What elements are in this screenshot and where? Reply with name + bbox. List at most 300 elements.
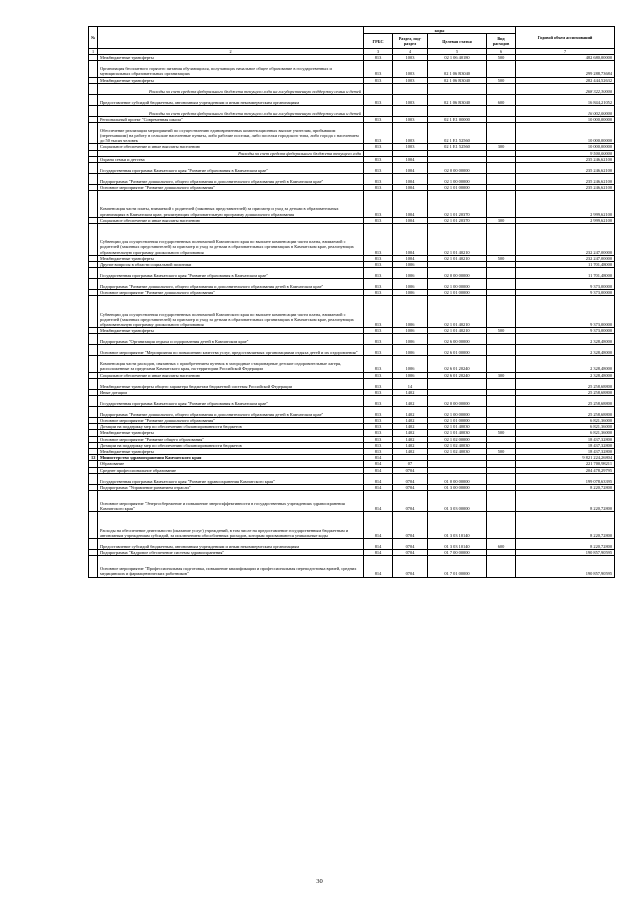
empty-cell bbox=[393, 83, 428, 94]
row-grbs: 813 bbox=[364, 279, 393, 290]
row-target-article: 02 0 00 00000 bbox=[428, 268, 487, 279]
row-target-article: 02 1 02 40030 bbox=[428, 449, 487, 455]
row-number bbox=[89, 407, 98, 418]
header-index: 3 bbox=[364, 49, 393, 55]
row-expense-type bbox=[487, 296, 516, 328]
row-amount: 16 844,21052 bbox=[516, 94, 615, 105]
row-number bbox=[89, 163, 98, 174]
row-number bbox=[89, 378, 98, 389]
row-target-article: 02 1 E1 52560 bbox=[428, 123, 487, 144]
table-row bbox=[89, 334, 615, 345]
empty-cell bbox=[89, 105, 98, 116]
row-razdel: 0704 bbox=[393, 556, 428, 577]
table-row bbox=[89, 539, 615, 550]
row-target-article: 01 3 00 00000 bbox=[428, 484, 487, 490]
header-vid: Вид расходов bbox=[487, 34, 516, 49]
row-amount: 235 246,62100 bbox=[516, 163, 615, 174]
row-amount: 190 857,90595 bbox=[516, 556, 615, 577]
row-target-article: 02 6 01 00000 bbox=[428, 345, 487, 356]
row-grbs: 813 bbox=[364, 174, 393, 185]
row-amount: 232 247,00000 bbox=[516, 255, 615, 261]
row-razdel: 1006 bbox=[393, 334, 428, 345]
row-target-article: 02 1 06 R3040 bbox=[428, 77, 487, 83]
row-name: Министерство здравоохранения Камчатского края bbox=[98, 455, 364, 461]
row-grbs: 813 bbox=[364, 345, 393, 356]
row-grbs: 814 bbox=[364, 556, 393, 577]
empty-cell bbox=[428, 105, 487, 116]
header-index: 5 bbox=[428, 49, 487, 55]
row-target-article: 01 3 03 00000 bbox=[428, 491, 487, 512]
row-amount: 25 258,68800 bbox=[516, 389, 615, 395]
row-number bbox=[89, 473, 98, 484]
row-name: Основное мероприятие "Развитие дошкольного образования" bbox=[98, 290, 364, 296]
row-name: Организация бесплатного горячего питания обучающихся, получающих начальное общее образование в государственных и муниципальных образовательных организациях bbox=[98, 61, 364, 77]
row-razdel: 1402 bbox=[393, 442, 428, 448]
table-row bbox=[89, 556, 615, 577]
table-row bbox=[89, 163, 615, 174]
table-row bbox=[89, 407, 615, 418]
empty-cell bbox=[393, 105, 428, 116]
funding-note-text: Расходы за счет средств федерального бюджета текущего года на государственную поддержку семьи и детей bbox=[98, 83, 364, 94]
row-target-article: 01 3 03 10140 bbox=[428, 512, 487, 539]
row-target-article: 02 1 06 40180 bbox=[428, 55, 487, 61]
row-razdel: 1003 bbox=[393, 116, 428, 122]
row-expense-type bbox=[487, 491, 516, 512]
row-target-article: 02 1 06 R3040 bbox=[428, 94, 487, 105]
row-grbs: 813 bbox=[364, 156, 393, 162]
row-name: Компенсация части расходов, связанных с приобретением путевок в загородные стационарные детские оздоровительные лагеря, расположенные за пределами Камчатского края, на территории Российской Федерации bbox=[98, 356, 364, 372]
row-target-article: 02 1 01 40210 bbox=[428, 328, 487, 334]
table-body bbox=[89, 55, 615, 577]
row-expense-type: 500 bbox=[487, 77, 516, 83]
row-name: Социальное обеспечение и иные выплаты населению bbox=[98, 372, 364, 378]
row-target-article: 02 1 E1 00000 bbox=[428, 116, 487, 122]
row-grbs: 813 bbox=[364, 424, 393, 430]
row-razdel: 1402 bbox=[393, 430, 428, 436]
row-name: Основное мероприятие "Развитие дошкольного образования" bbox=[98, 418, 364, 424]
row-target-article bbox=[428, 378, 487, 389]
row-amount: 232 247,00000 bbox=[516, 224, 615, 256]
row-number bbox=[89, 279, 98, 290]
row-name: Предоставление субсидий бюджетным, автономным учреждениям и иным некоммерческим организациям bbox=[98, 539, 364, 550]
row-expense-type bbox=[487, 279, 516, 290]
row-name: Государственная программа Камчатского края "Развитие здравоохранения Камчатского края" bbox=[98, 473, 364, 484]
row-name: Подпрограмма "Развитие дошкольного, общего образования и дополнительного образования детей в Камчатском крае" bbox=[98, 174, 364, 185]
row-name: Подпрограмма "Развитие дошкольного, общего образования и дополнительного образования детей в Камчатском крае" bbox=[98, 407, 364, 418]
row-razdel: 1004 bbox=[393, 163, 428, 174]
row-name: Компенсация части платы, взимаемой с родителей (законных представителей) за присмотр и уход за детьми в образовательных организациях в Камчатском крае, реализующих образовательную программу дошкольного образования bbox=[98, 191, 364, 218]
row-grbs: 813 bbox=[364, 418, 393, 424]
row-razdel: 1003 bbox=[393, 123, 428, 144]
row-razdel: 1006 bbox=[393, 262, 428, 268]
table-row bbox=[89, 396, 615, 407]
table-row bbox=[89, 94, 615, 105]
row-name: Субвенции для осуществления государственных полномочий Камчатского края по выплате компенсации части платы, взимаемой с родителей (законных представителей) за присмотр и уход за детьми в образовательных организациях в Камчатском крае, реализующих образовательную программу дошкольного образования bbox=[98, 296, 364, 328]
row-amount: 10 000,00000 bbox=[516, 123, 615, 144]
row-name: Межбюджетные трансферты bbox=[98, 55, 364, 61]
row-target-article: 02 1 E1 52560 bbox=[428, 144, 487, 150]
row-amount: 10 000,00000 bbox=[516, 116, 615, 122]
row-razdel: 0704 bbox=[393, 539, 428, 550]
row-amount: 25 258,68800 bbox=[516, 407, 615, 418]
empty-cell bbox=[428, 83, 487, 94]
row-expense-type: 500 bbox=[487, 328, 516, 334]
row-grbs: 813 bbox=[364, 436, 393, 442]
row-razdel: 1003 bbox=[393, 144, 428, 150]
row-grbs: 813 bbox=[364, 389, 393, 395]
funding-note-row bbox=[89, 105, 615, 116]
header-index: 2 bbox=[98, 49, 364, 55]
row-amount: 235 246,62100 bbox=[516, 156, 615, 162]
row-amount: 204 478,29795 bbox=[516, 467, 615, 473]
row-name: Предоставление субсидий бюджетным, автономным учреждениям и иным некоммерческим организациям bbox=[98, 94, 364, 105]
row-name: Государственная программа Камчатского края "Развитие образования в Камчатском крае" bbox=[98, 268, 364, 279]
row-amount: 8 220,72800 bbox=[516, 484, 615, 490]
header-grbs: ГРБС bbox=[364, 34, 393, 49]
row-razdel: 1402 bbox=[393, 407, 428, 418]
row-razdel: 0704 bbox=[393, 550, 428, 556]
row-target-article: 02 1 01 00000 bbox=[428, 185, 487, 191]
row-target-article: 02 1 00 00000 bbox=[428, 407, 487, 418]
row-amount: 282 444,52632 bbox=[516, 77, 615, 83]
row-grbs: 813 bbox=[364, 396, 393, 407]
row-target-article: 02 0 00 00000 bbox=[428, 163, 487, 174]
header-cel: Целевая статья bbox=[428, 34, 487, 49]
row-razdel: 0704 bbox=[393, 512, 428, 539]
row-amount: 10 000,00000 bbox=[516, 144, 615, 150]
row-expense-type: 500 bbox=[487, 55, 516, 61]
row-target-article: 02 1 02 00000 bbox=[428, 436, 487, 442]
row-expense-type: 300 bbox=[487, 372, 516, 378]
row-razdel: 1402 bbox=[393, 424, 428, 430]
row-target-article: 02 0 00 00000 bbox=[428, 396, 487, 407]
row-target-article: 02 1 02 40030 bbox=[428, 442, 487, 448]
row-amount: 9 373,00000 bbox=[516, 279, 615, 290]
row-amount: 2 328,48000 bbox=[516, 356, 615, 372]
table-row bbox=[89, 268, 615, 279]
row-grbs: 813 bbox=[364, 61, 393, 77]
row-razdel: 1004 bbox=[393, 185, 428, 191]
row-razdel: 1004 bbox=[393, 224, 428, 256]
row-razdel: 1003 bbox=[393, 94, 428, 105]
row-name: Подпрограмма "Кадровое обеспечение системы здравоохранения" bbox=[98, 550, 364, 556]
row-name: Межбюджетные трансферты общего характера бюджетам бюджетной системы Российской Федерации bbox=[98, 378, 364, 389]
row-name: Обеспечение реализации мероприятий по осуществлению единовременных компенсационных выплат учителям, прибывшим (переехавшим) на работу в сельские населенные пункты, либо рабочие поселки, либо поселки городского типа, либо города с населением до 50 тысяч человек bbox=[98, 123, 364, 144]
row-razdel: 1006 bbox=[393, 296, 428, 328]
row-name: Иные дотации bbox=[98, 389, 364, 395]
row-name: Расходы на обеспечение деятельности (оказание услуг) учреждений, в том числе на предоставление государственным бюджетным и автономным учреждениям субсидий, за исключением обособленных расходов, которым присваиваются уникальные коды bbox=[98, 512, 364, 539]
row-razdel: 1004 bbox=[393, 156, 428, 162]
row-name: Межбюджетные трансферты bbox=[98, 430, 364, 436]
row-name: Межбюджетные трансферты bbox=[98, 255, 364, 261]
row-razdel: 1402 bbox=[393, 418, 428, 424]
header-num: № bbox=[89, 27, 98, 49]
budget-table-sheet bbox=[88, 26, 614, 578]
row-grbs: 813 bbox=[364, 296, 393, 328]
header-index: 7 bbox=[516, 49, 615, 55]
row-name: Подпрограмма "Управление развитием отрасли" bbox=[98, 484, 364, 490]
empty-cell bbox=[487, 105, 516, 116]
row-number bbox=[89, 491, 98, 512]
row-target-article: 02 1 01 00000 bbox=[428, 418, 487, 424]
row-grbs: 813 bbox=[364, 290, 393, 296]
row-expense-type bbox=[487, 407, 516, 418]
row-expense-type bbox=[487, 396, 516, 407]
row-grbs: 813 bbox=[364, 224, 393, 256]
row-razdel: 1006 bbox=[393, 345, 428, 356]
table-row bbox=[89, 356, 615, 372]
funding-note-row bbox=[89, 83, 615, 94]
table-row bbox=[89, 378, 615, 389]
row-amount: 8 220,72800 bbox=[516, 539, 615, 550]
row-target-article: 02 1 01 40030 bbox=[428, 424, 487, 430]
row-number bbox=[89, 512, 98, 539]
row-target-article: 02 1 01 40210 bbox=[428, 224, 487, 256]
row-amount: 6 821,36000 bbox=[516, 424, 615, 430]
row-name: Региональный проект "Современная школа" bbox=[98, 116, 364, 122]
row-grbs: 813 bbox=[364, 268, 393, 279]
row-expense-type bbox=[487, 473, 516, 484]
row-razdel: 1402 bbox=[393, 396, 428, 407]
row-number bbox=[89, 191, 98, 218]
row-name: Основное мероприятие "Мероприятия по повышению качества услуг, предоставляемых организациями отдыха детей и их оздоровления" bbox=[98, 345, 364, 356]
row-razdel: 1003 bbox=[393, 77, 428, 83]
row-grbs: 813 bbox=[364, 55, 393, 61]
row-expense-type bbox=[487, 61, 516, 77]
row-number bbox=[89, 556, 98, 577]
row-grbs: 813 bbox=[364, 449, 393, 455]
row-expense-type bbox=[487, 556, 516, 577]
row-name: Основное мероприятие "Профессиональная подготовка, повышение квалификации и профессиональная переподготовка врачей, средних медицинских и фармацевтических работников" bbox=[98, 556, 364, 577]
row-grbs: 813 bbox=[364, 191, 393, 218]
row-razdel: 14 bbox=[393, 378, 428, 389]
row-grbs: 814 bbox=[364, 539, 393, 550]
budget-table bbox=[88, 26, 615, 578]
row-number bbox=[89, 61, 98, 77]
row-target-article: 02 1 06 R3040 bbox=[428, 61, 487, 77]
row-razdel: 1006 bbox=[393, 268, 428, 279]
row-name: Государственная программа Камчатского края "Развитие образования в Камчатском крае" bbox=[98, 396, 364, 407]
row-razdel: 1004 bbox=[393, 174, 428, 185]
row-target-article: 02 6 01 20240 bbox=[428, 356, 487, 372]
header-index: 6 bbox=[487, 49, 516, 55]
row-number bbox=[89, 123, 98, 144]
funding-note-text: Расходы за счет средств федерального бюджета текущего года bbox=[98, 150, 364, 156]
row-number bbox=[89, 174, 98, 185]
row-target-article: 01 7 01 00000 bbox=[428, 556, 487, 577]
table-row bbox=[89, 279, 615, 290]
row-razdel: 0704 bbox=[393, 473, 428, 484]
row-target-article: 02 1 01 00000 bbox=[428, 290, 487, 296]
row-target-article: 02 1 01 20370 bbox=[428, 191, 487, 218]
row-target-article: 02 1 00 00000 bbox=[428, 174, 487, 185]
row-name: Другие вопросы в области социальной политики bbox=[98, 262, 364, 268]
row-razdel: 1402 bbox=[393, 449, 428, 455]
header-name bbox=[98, 27, 364, 49]
row-expense-type: 500 bbox=[487, 255, 516, 261]
empty-cell bbox=[89, 83, 98, 94]
table-row bbox=[89, 174, 615, 185]
row-target-article: 01 3 03 10140 bbox=[428, 539, 487, 550]
row-amount: 2 328,48000 bbox=[516, 334, 615, 345]
row-name: Государственная программа Камчатского края "Развитие образования в Камчатском крае" bbox=[98, 163, 364, 174]
row-razdel: 1003 bbox=[393, 61, 428, 77]
row-razdel: 1003 bbox=[393, 55, 428, 61]
row-razdel: 0704 bbox=[393, 491, 428, 512]
row-grbs: 813 bbox=[364, 217, 393, 223]
table-row bbox=[89, 123, 615, 144]
row-name: Дотации на поддержку мер по обеспечению сбалансированности бюджетов bbox=[98, 442, 364, 448]
row-grbs: 813 bbox=[364, 378, 393, 389]
row-grbs: 813 bbox=[364, 185, 393, 191]
header-index: 4 bbox=[393, 49, 428, 55]
row-expense-type bbox=[487, 512, 516, 539]
row-amount: 9 373,00000 bbox=[516, 290, 615, 296]
row-grbs: 813 bbox=[364, 328, 393, 334]
table-row bbox=[89, 473, 615, 484]
row-target-article: 02 1 01 40030 bbox=[428, 430, 487, 436]
row-amount: 235 246,62100 bbox=[516, 185, 615, 191]
row-amount: 18 437,32800 bbox=[516, 442, 615, 448]
row-target-article: 02 1 01 20370 bbox=[428, 217, 487, 223]
row-expense-type bbox=[487, 174, 516, 185]
header-index: 1 bbox=[89, 49, 98, 55]
row-expense-type bbox=[487, 378, 516, 389]
row-amount: 199 078,63395 bbox=[516, 473, 615, 484]
funding-note-amount: 9 500,00000 bbox=[516, 150, 615, 156]
row-name: Социальное обеспечение и иные выплаты населению bbox=[98, 144, 364, 150]
row-name: Межбюджетные трансферты bbox=[98, 77, 364, 83]
row-number bbox=[89, 224, 98, 256]
row-expense-type: 600 bbox=[487, 539, 516, 550]
row-name: Подпрограмма "Развитие дошкольного, общего образования и дополнительного образования детей в Камчатском крае" bbox=[98, 279, 364, 290]
row-expense-type: 300 bbox=[487, 217, 516, 223]
row-amount: 2 999,62100 bbox=[516, 191, 615, 218]
row-name: Межбюджетные трансферты bbox=[98, 449, 364, 455]
row-amount: 6 821,36000 bbox=[516, 418, 615, 424]
row-grbs: 814 bbox=[364, 461, 393, 467]
row-amount: 2 999,62100 bbox=[516, 217, 615, 223]
row-name: Основное мероприятие "Энергосбережение и повышение энергоэффективности в государственных учреждениях здравоохранения Камчатского края" bbox=[98, 491, 364, 512]
row-expense-type bbox=[487, 268, 516, 279]
row-expense-type bbox=[487, 191, 516, 218]
row-amount: 25 258,68800 bbox=[516, 378, 615, 389]
row-grbs: 814 bbox=[364, 550, 393, 556]
row-grbs: 814 bbox=[364, 467, 393, 473]
row-expense-type bbox=[487, 334, 516, 345]
row-target-article: 02 1 00 00000 bbox=[428, 279, 487, 290]
row-razdel: 1402 bbox=[393, 436, 428, 442]
row-amount: 11 701,48000 bbox=[516, 262, 615, 268]
row-razdel: 1004 bbox=[393, 191, 428, 218]
row-amount: 9 373,00000 bbox=[516, 296, 615, 328]
funding-note-text: Расходы за счет средств федерального бюджета текущего года на государственную поддержку семьи и детей bbox=[98, 105, 364, 116]
row-number bbox=[89, 539, 98, 550]
table-row bbox=[89, 296, 615, 328]
row-amount: 299 288,73684 bbox=[516, 61, 615, 77]
row-grbs: 814 bbox=[364, 491, 393, 512]
row-name: Образование bbox=[98, 461, 364, 467]
row-razdel: 1006 bbox=[393, 372, 428, 378]
row-grbs: 813 bbox=[364, 372, 393, 378]
empty-cell bbox=[487, 83, 516, 94]
row-name: Дотации на поддержку мер по обеспечению сбалансированности бюджетов bbox=[98, 424, 364, 430]
row-razdel: 07 bbox=[393, 461, 428, 467]
table-row bbox=[89, 61, 615, 77]
row-target-article: 02 6 00 00000 bbox=[428, 334, 487, 345]
row-grbs: 813 bbox=[364, 334, 393, 345]
row-grbs: 813 bbox=[364, 356, 393, 372]
row-grbs: 813 bbox=[364, 430, 393, 436]
row-target-article: 01 0 00 00000 bbox=[428, 473, 487, 484]
row-name: Основное мероприятие "Развитие дошкольного образования" bbox=[98, 185, 364, 191]
row-razdel: 1006 bbox=[393, 356, 428, 372]
funding-note-amount: 268 322,30000 bbox=[516, 83, 615, 94]
row-name: Основное мероприятие "Развитие общего образования" bbox=[98, 436, 364, 442]
row-amount: 18 437,32800 bbox=[516, 449, 615, 455]
row-expense-type: 500 bbox=[487, 430, 516, 436]
row-amount: 221 700,98211 bbox=[516, 461, 615, 467]
row-razdel: 0704 bbox=[393, 484, 428, 490]
row-expense-type bbox=[487, 356, 516, 372]
row-amount: 2 328,48000 bbox=[516, 372, 615, 378]
row-grbs: 813 bbox=[364, 255, 393, 261]
row-name: Межбюджетные трансферты bbox=[98, 328, 364, 334]
row-number: 12 bbox=[89, 455, 98, 461]
table-row bbox=[89, 224, 615, 256]
row-amount: 25 258,68800 bbox=[516, 396, 615, 407]
row-amount: 2 328,48000 bbox=[516, 345, 615, 356]
row-grbs: 813 bbox=[364, 116, 393, 122]
header-amount: Годовой объем ассигнований bbox=[516, 27, 615, 49]
row-grbs: 813 bbox=[364, 163, 393, 174]
row-amount: 6 821,36000 bbox=[516, 430, 615, 436]
row-expense-type bbox=[487, 123, 516, 144]
row-number bbox=[89, 356, 98, 372]
row-amount: 190 857,90595 bbox=[516, 550, 615, 556]
row-grbs: 813 bbox=[364, 77, 393, 83]
empty-cell bbox=[364, 83, 393, 94]
row-razdel: 1402 bbox=[393, 389, 428, 395]
row-name: Среднее профессиональное образование bbox=[98, 467, 364, 473]
table-row bbox=[89, 345, 615, 356]
row-grbs: 814 bbox=[364, 455, 393, 461]
row-amount: 8 220,72800 bbox=[516, 512, 615, 539]
row-razdel: 1006 bbox=[393, 290, 428, 296]
row-grbs: 813 bbox=[364, 262, 393, 268]
row-grbs: 814 bbox=[364, 473, 393, 484]
row-amount: 8 220,72800 bbox=[516, 491, 615, 512]
row-expense-type bbox=[487, 163, 516, 174]
row-number bbox=[89, 345, 98, 356]
row-number bbox=[89, 396, 98, 407]
header-razdel: Раздел, под- раздел bbox=[393, 34, 428, 49]
row-expense-type bbox=[487, 345, 516, 356]
table-row bbox=[89, 191, 615, 218]
table-row bbox=[89, 491, 615, 512]
row-grbs: 813 bbox=[364, 94, 393, 105]
empty-cell bbox=[364, 105, 393, 116]
page-number: 30 bbox=[316, 878, 323, 885]
row-expense-type: 600 bbox=[487, 94, 516, 105]
row-grbs: 813 bbox=[364, 407, 393, 418]
row-razdel: 1004 bbox=[393, 217, 428, 223]
row-expense-type bbox=[487, 224, 516, 256]
row-grbs: 814 bbox=[364, 512, 393, 539]
row-name: Подпрограмма "Организация отдыха и оздоровления детей в Камчатском крае" bbox=[98, 334, 364, 345]
row-amount: 9 821 224,26804 bbox=[516, 455, 615, 461]
row-name: Социальное обеспечение и иные выплаты населению bbox=[98, 217, 364, 223]
